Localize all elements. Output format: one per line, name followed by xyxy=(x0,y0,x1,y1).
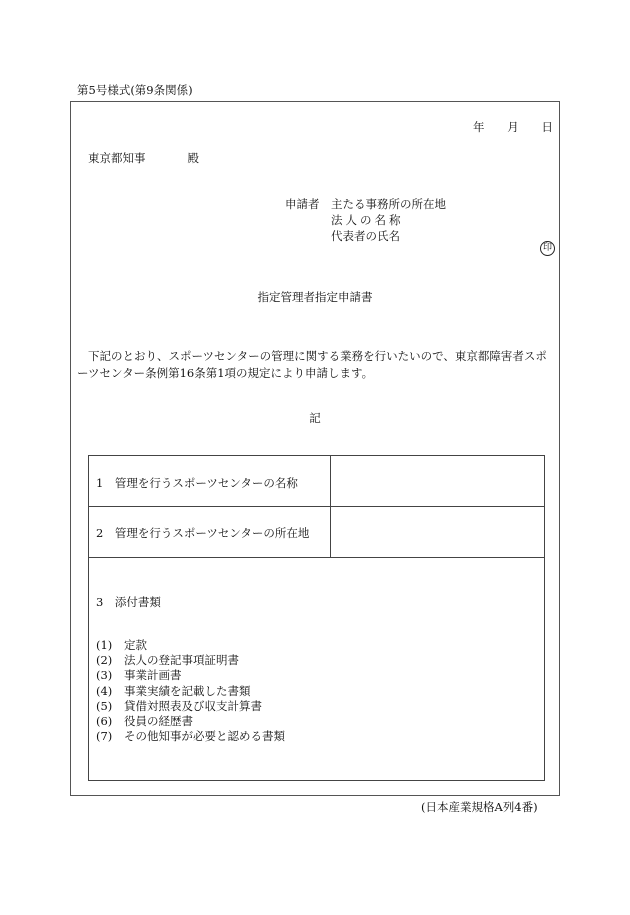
list-item: (5) 貸借対照表及び収支計算書 xyxy=(96,698,262,713)
list-item: (3) 事業計画書 xyxy=(96,668,182,683)
applicant-representative-label: 代表者の氏名 xyxy=(331,229,400,243)
list-item: (7) その他知事が必要と認める書類 xyxy=(96,729,285,744)
list-item: (6) 役員の経歴書 xyxy=(96,714,193,729)
form-number: 第5号様式(第9条関係) xyxy=(77,83,193,97)
item-label-center-name: 1 管理を行うスポーツセンターの名称 xyxy=(96,476,298,490)
table-cell-label xyxy=(89,456,331,506)
applicant-label: 申請者 xyxy=(285,197,320,211)
paper-size-note: (日本産業規格A列4番) xyxy=(421,800,538,814)
date-year: 年 xyxy=(473,120,485,134)
date-line xyxy=(473,119,553,135)
list-item: (2) 法人の登記事項証明書 xyxy=(96,653,239,668)
body-paragraph: 下記のとおり、スポーツセンターの管理に関する業務を行いたいので、東京都障害者スポーツセンター条例第16条第1項の規定により申請します。 xyxy=(77,349,547,380)
items-table xyxy=(88,455,545,781)
attachments-list xyxy=(96,638,285,744)
item-label-center-location: 2 管理を行うスポーツセンターの所在地 xyxy=(96,526,310,540)
date-month: 月 xyxy=(507,120,519,134)
document-title: 指定管理者指定申請書 xyxy=(257,290,373,304)
addressee xyxy=(88,150,199,166)
list-item: (4) 事業実績を記載した書類 xyxy=(96,683,251,698)
attachments-heading: 3 添付書類 xyxy=(96,595,161,609)
table-row xyxy=(89,456,544,507)
addressee-name: 東京都知事 xyxy=(88,151,146,165)
ki-heading: 記 xyxy=(309,411,321,425)
applicant-address-label: 主たる事務所の所在地 xyxy=(331,197,446,211)
addressee-honorific: 殿 xyxy=(187,151,199,165)
applicant-corp-name-label: 法人の名称 xyxy=(331,213,404,227)
table-row xyxy=(89,506,544,558)
date-day: 日 xyxy=(541,120,553,134)
table-cell-label xyxy=(89,506,331,557)
list-item: (1) 定款 xyxy=(96,638,147,652)
seal-mark-icon: 印 xyxy=(540,241,555,256)
